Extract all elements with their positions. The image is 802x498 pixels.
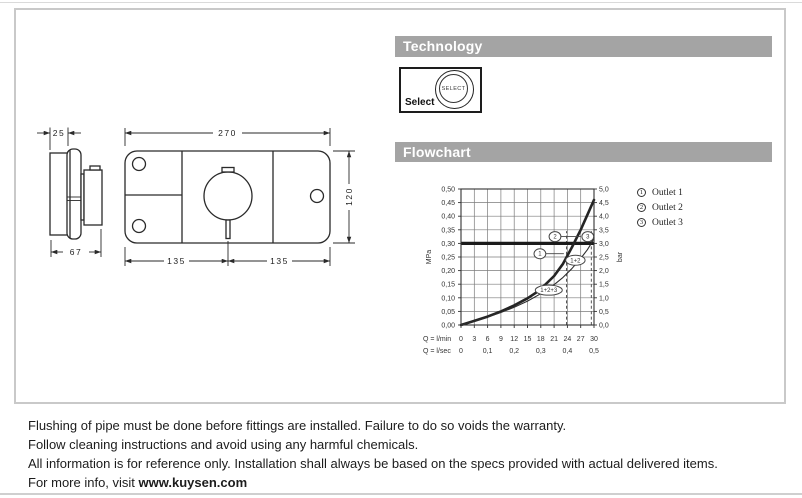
- y-left-tick-label: 0,10: [441, 295, 455, 303]
- footer-notes: [28, 416, 718, 492]
- y-right-tick-label: 4,5: [599, 200, 609, 208]
- x-lmin-tick-label: 12: [510, 336, 519, 343]
- dim-half-right: 135: [270, 256, 289, 266]
- x-lmin-tick-label: 9: [498, 336, 503, 343]
- x-lmin-tick-label: 18: [536, 336, 545, 343]
- front-view: [125, 128, 355, 266]
- footer-line-2: Follow cleaning instructions and avoid using any harmful chemicals.: [28, 437, 419, 452]
- y-right-tick-label: 1,5: [599, 281, 609, 289]
- footer-more-info-text: For more info, visit: [28, 475, 139, 490]
- x-lsec-tick-label: 0,1: [482, 348, 493, 355]
- legend-label-2: Outlet 2: [652, 202, 683, 213]
- curve-badge-label: 1+2: [570, 258, 581, 265]
- footer-line-1: Flushing of pipe must be done before fittings are installed. Failure to do so voids the warranty.: [28, 418, 567, 433]
- legend-item-outlet-2: [637, 200, 683, 215]
- y-left-tick-label: 0,20: [441, 268, 455, 276]
- x-lsec-tick-label: 0,3: [535, 348, 546, 355]
- x-lmin-tick-label: 24: [563, 336, 572, 343]
- y-left-tick-label: 0,05: [441, 308, 455, 316]
- y-left-tick-label: 0,45: [441, 200, 455, 208]
- y-right-tick-label: 4,0: [599, 213, 609, 221]
- x-axis-label-lsec: Q = l/sec: [423, 348, 451, 355]
- legend-item-outlet-3: [637, 215, 683, 230]
- bottom-divider: [0, 493, 802, 495]
- legend-marker-3: 3: [637, 218, 646, 227]
- dim-height: 120: [344, 187, 354, 206]
- dim-width: 270: [218, 128, 237, 138]
- x-lsec-tick-label: 0,2: [509, 348, 520, 355]
- dim-half-left: 135: [167, 256, 186, 266]
- curve-badge-label: 1+2+3: [540, 288, 558, 295]
- legend-label-3: Outlet 3: [652, 217, 683, 228]
- select-technology-badge: [399, 67, 482, 113]
- x-lsec-tick-label: 0,5: [589, 348, 599, 355]
- technical-drawing: [28, 120, 364, 270]
- footer-line-4: [28, 473, 718, 492]
- select-button-inner-ring: [439, 74, 468, 103]
- x-lsec-tick-label: 0,4: [562, 348, 573, 355]
- section-header-flowchart: Flowchart: [395, 142, 772, 162]
- x-lmin-tick-label: 6: [485, 336, 490, 343]
- x-lmin-tick-label: 27: [576, 336, 585, 343]
- y-right-tick-label: 5,0: [599, 186, 609, 194]
- chart-legend: [637, 185, 683, 230]
- y-right-tick-label: 1,0: [599, 295, 609, 303]
- y-right-tick-label: 0,0: [599, 322, 609, 330]
- dim-depth-inner: 25: [52, 128, 66, 138]
- footer-line-3: All information is for reference only. Installation shall always be based on the specs provided with actual delivered items.: [28, 456, 718, 471]
- screw-hole-right: [311, 190, 324, 203]
- x-lsec-tick-label: 0: [459, 348, 463, 355]
- thermostat-knob: [204, 172, 252, 220]
- select-button-text: SELECT: [441, 85, 466, 92]
- top-divider: [0, 2, 802, 3]
- y-left-tick-label: 0,15: [441, 281, 455, 289]
- screw-hole-top-left: [133, 158, 146, 171]
- select-label: Select: [405, 97, 435, 108]
- legend-marker-2: 2: [637, 203, 646, 212]
- curve-badge-label: 3: [586, 234, 590, 241]
- y-right-tick-label: 2,0: [599, 268, 609, 276]
- y-left-axis-title: MPa: [426, 249, 433, 265]
- y-right-tick-label: 3,5: [599, 227, 609, 235]
- y-right-axis-title: bar: [617, 251, 624, 263]
- screw-hole-bottom-left: [133, 220, 146, 233]
- curve-badge-label: 1: [538, 251, 542, 258]
- x-axis-label-lmin: Q = l/min: [423, 336, 452, 343]
- y-left-tick-label: 0,50: [441, 186, 455, 194]
- side-view: [37, 128, 102, 258]
- x-lmin-tick-label: 3: [472, 336, 477, 343]
- y-left-tick-label: 0,25: [441, 254, 455, 262]
- x-lmin-tick-label: 30: [590, 336, 598, 343]
- dim-depth-total: 67: [69, 247, 83, 257]
- y-left-tick-label: 0,30: [441, 240, 455, 248]
- y-left-tick-label: 0,40: [441, 213, 455, 221]
- y-left-tick-label: 0,35: [441, 227, 455, 235]
- legend-marker-1: 1: [637, 188, 646, 197]
- flow-chart: [418, 180, 630, 360]
- y-left-tick-label: 0,00: [441, 322, 455, 330]
- section-header-technology: Technology: [395, 36, 772, 57]
- y-right-tick-label: 3,0: [599, 240, 609, 248]
- x-lmin-tick-label: 0: [459, 336, 463, 343]
- footer-website-link[interactable]: www.kuysen.com: [138, 475, 248, 490]
- x-lmin-tick-label: 15: [523, 336, 532, 343]
- legend-label-1: Outlet 1: [652, 187, 683, 198]
- x-lmin-tick-label: 21: [550, 336, 558, 343]
- select-button-icon: [435, 70, 474, 109]
- y-right-tick-label: 0,5: [599, 308, 609, 316]
- curve-badge-label: 2: [553, 234, 557, 241]
- legend-item-outlet-1: [637, 185, 683, 200]
- y-right-tick-label: 2,5: [599, 254, 609, 262]
